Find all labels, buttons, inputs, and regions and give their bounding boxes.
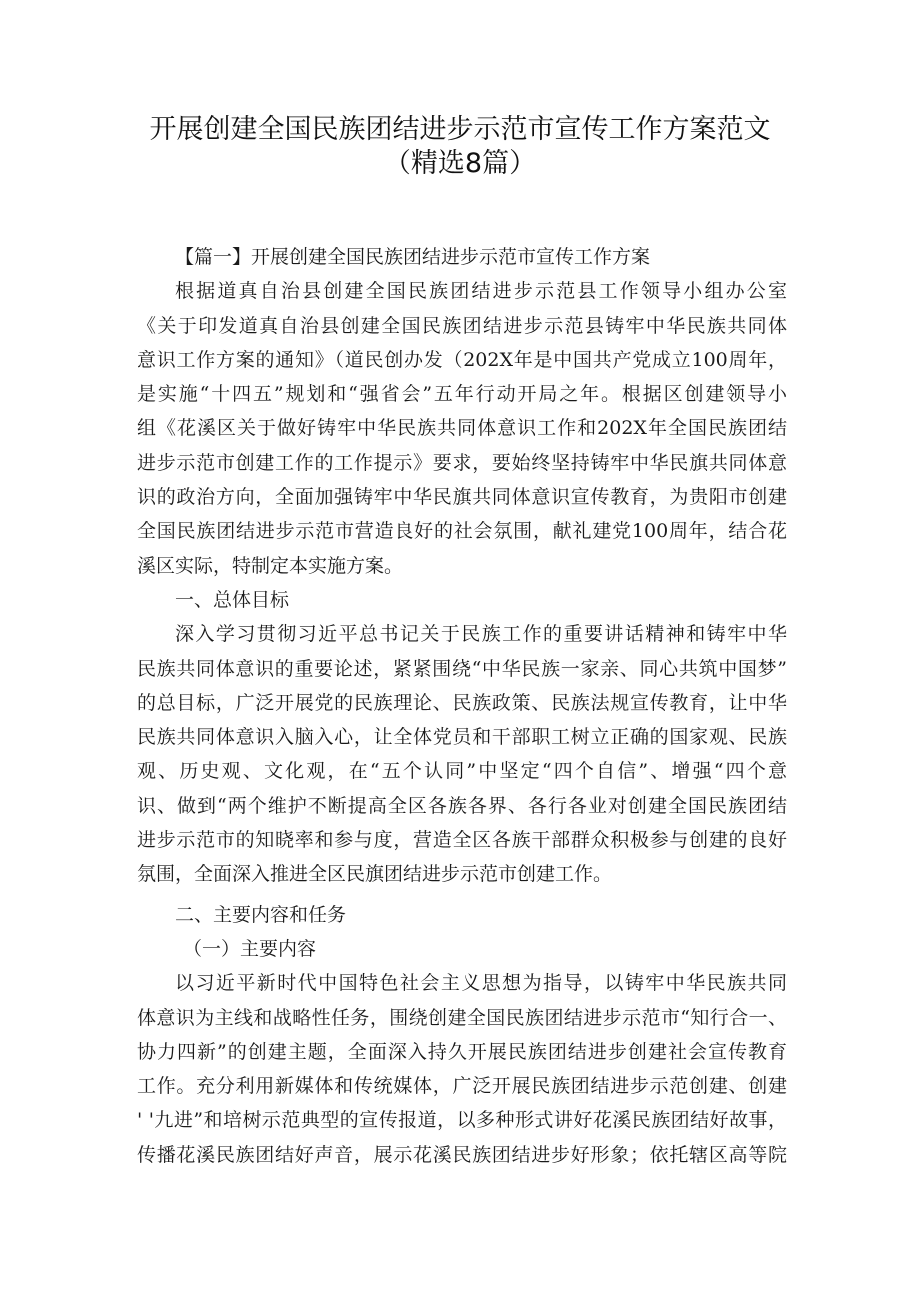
paragraph-line: 民族共同体意识的重要论述，紧紧围绕“中华民族一家亲、同心共筑中国梦” (137, 657, 787, 680)
paragraph-line: 《关于印发道真自治县创建全国民族团结进步示范县铸牢中华民族共同体 (137, 314, 787, 337)
document-title: 开展创建全国民族团结进步示范市宣传工作方案范文 (149, 114, 771, 145)
paragraph-line: 是实施“十四五”规划和“强省会”五年行动开局之年。根据区创建领导小 (137, 383, 787, 406)
paragraph-line: 进步示范市的知晓率和参与度，营造全区各族干部群众积极参与创建的良好 (137, 829, 787, 852)
subsection-heading-main-content: （一）主要内容 (183, 937, 317, 960)
paragraph-line: 观、历史观、文化观，在“五个认同”中坚定“四个自信”、增强“四个意 (137, 760, 787, 783)
section-heading-overall-goal: 一、总体目标 (175, 588, 290, 611)
paragraph-line: 意识工作方案的通知》（道民创办发（202X年是中国共产党成立100周年， (137, 348, 787, 371)
paragraph-line: 以习近平新时代中国特色社会主义思想为指导，以铸牢中华民族共同 (175, 972, 787, 995)
paragraph-line: 识的政治方向，全面加强铸牢中华民旗共同体意识宣传教育，为贵阳市创建 (137, 486, 787, 509)
paragraph-line: 溪区实际，特制定本实施方案。 (137, 554, 404, 577)
paragraph-line: 全国民族团结进步示范市营造良好的社会氛围，献礼建党100周年，结合花 (137, 520, 787, 543)
paragraph-line: 组《花溪区关于做好铸牢中华民族共同体意识工作和202X年全国民族团结 (137, 417, 787, 440)
section-heading-part-one: 【篇一】开展创建全国民族团结进步示范市宣传工作方案 (175, 246, 651, 268)
paragraph-line: 体意识为主线和战略性任务，围绕创建全国民族团结进步示范市“知行合一、 (137, 1006, 787, 1029)
paragraph-line: ' '九进”和培树示范典型的宣传报道，以多种形式讲好花溪民族团结好故事， (137, 1109, 787, 1132)
paragraph-line: 民族共同体意识入脑入心，让全体党员和干部职工树立正确的国家观、民族 (137, 726, 787, 749)
paragraph-line: 根据道真自治县创建全国民族团结进步示范县工作领导小组办公室 (175, 280, 787, 303)
paragraph-line: 氛围，全面深入推进全区民旗团结进步示范市创建工作。 (137, 863, 613, 886)
paragraph-line: 传播花溪民族团结好声音，展示花溪民族团结进步好形象；依托辖区高等院 (137, 1143, 787, 1166)
paragraph-line: 协力四新”的创建主题，全面深入持久开展民族团结进步创建社会宣传教育 (137, 1040, 787, 1063)
paragraph-line: 工作。充分利用新媒体和传统媒体，广泛开展民族团结进步示范创建、创建 (137, 1075, 787, 1098)
paragraph-line: 的总目标，广泛开展党的民族理论、民族政策、民族法规宣传教育，让中华 (137, 691, 787, 714)
paragraph-line: 进步示范市创建工作的工作提示》要求，要始终坚持铸牢中华民旗共同体意 (137, 451, 787, 474)
document-subtitle: （精选8篇） (383, 148, 537, 179)
paragraph-line: 识、做到“两个维护不断提高全区各族各界、各行各业对创建全国民族团结 (137, 794, 787, 817)
paragraph-line: 深入学习贯彻习近平总书记关于民族工作的重要讲话精神和铸牢中华 (175, 623, 787, 646)
section-heading-main-content-tasks: 二、主要内容和任务 (175, 903, 347, 926)
document-body (137, 240, 787, 1172)
